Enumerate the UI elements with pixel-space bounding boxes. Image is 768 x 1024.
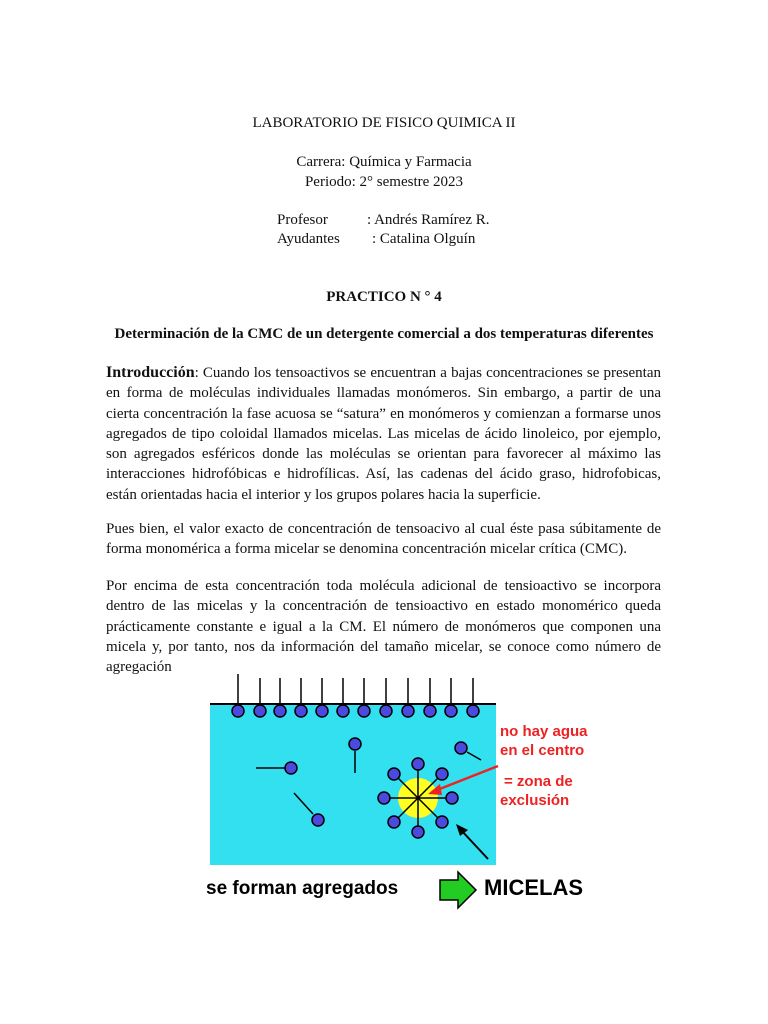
professor-label: Profesor (277, 212, 328, 228)
professor-value: : Andrés Ramírez R. (367, 212, 490, 228)
assistants-value: : Catalina Olguín (372, 231, 476, 247)
paragraph-aggregation: Por encima de esta concentración toda molécula adicional de tensioactivo se incorpora dentro de las micelas y la concentración de tensioactivo en estado monomérico queda prácticamente constante e igual a la CM. El número de monómeros que componen una micela y, por tanto, nos da información del tamaño micelar, se conoce como número de agregación (106, 578, 661, 676)
period: Periodo: 2° semestre 2023 (304, 174, 464, 190)
green-arrow-icon (440, 872, 476, 908)
annotation-line3: = zona de (504, 773, 573, 790)
intro-paragraph (106, 363, 661, 505)
annotation-line1: no hay agua (500, 723, 588, 740)
micelle (378, 758, 458, 838)
intro-text: : Cuando los tensoactivos se encuentran a bajas concentraciones se presentan en forma de moléculas individuales llamadas monómeros. Sin embargo, a partir de una cierta concentración la fase acuosa se “satura” en monómeros y comienzan a formarse unos agregados de tipo coloidal llamados micelas. Las micelas de ácido linoleico, por ejemplo, son agregados esféricos donde las moléculas se orientan para favorecer al máximo las interacciones hidrofóbicas e hidrofílicas. Así, las cadenas del ácido graso, hidrofobicas, están orientadas hacia el interior y los grupos polares hacia la superficie. (106, 365, 661, 503)
assistants-label: Ayudantes (277, 231, 340, 247)
lab-title: LABORATORIO DE FISICO QUIMICA II (252, 115, 516, 131)
paragraph-cmc: Pues bien, el valor exacto de concentración de tensoacivo al cual éste pasa súbitamente de forma monomérica a forma micelar se denomina concentración micelar crítica (CMC). (106, 521, 661, 558)
caption-left: se forman agregados (206, 878, 399, 899)
intro-label: Introducción (106, 364, 195, 381)
caption-right: MICELAS (484, 875, 583, 900)
practice-title: Determinación de la CMC de un detergente comercial a dos temperaturas diferentes (114, 326, 654, 342)
career: Carrera: Química y Farmacia (296, 154, 472, 170)
micelle-diagram (200, 668, 600, 918)
annotation-line2: en el centro (500, 742, 585, 759)
practice-number: PRACTICO N ° 4 (326, 289, 442, 305)
annotation-line4: exclusión (500, 792, 570, 809)
